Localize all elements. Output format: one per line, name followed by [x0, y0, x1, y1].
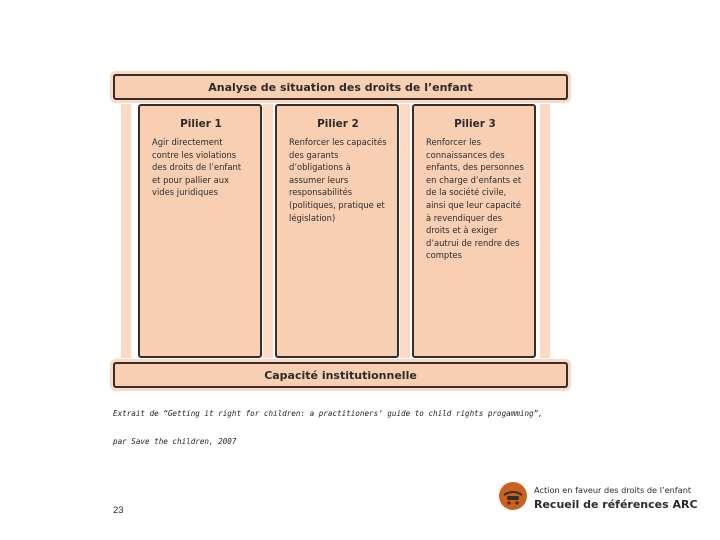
diagram-footer-bar — [113, 362, 568, 388]
rights-diagram — [113, 68, 568, 393]
pillar-text: Renforcer les capacités des garants d’obligations à assumer leurs responsabilités (politiques, pratique et législation) — [289, 137, 387, 223]
pillar-2 — [275, 104, 399, 358]
logo-tagline: Action en faveur des droits de l’enfant — [534, 485, 692, 495]
diagram-header-bar — [113, 74, 568, 100]
caption-source-line: Extrait de “Getting it right for children: a practitioners’ guide to child rights progamming”, — [113, 409, 543, 418]
pillar-text: Agir directement contre les violations des droits de l’enfant et pour pallier aux vides juridiques — [152, 137, 242, 198]
arc-logo-icon — [498, 481, 528, 511]
caption-author-line: par Save the children, 2007 — [113, 437, 237, 446]
pillar-text: Renforcer les connaissances des enfants, des personnes en charge d’enfants et de la société civile, ainsi que leur capacité à revendiquer des droits et à exiger d’autrui de rendre des comptes — [426, 137, 524, 261]
pillar-shadow — [263, 104, 273, 358]
pillar-shadow — [400, 104, 410, 358]
pillar-title: Pilier 1 — [180, 118, 222, 130]
diagram-header-text: Analyse de situation des droits de l’enfant — [208, 80, 473, 94]
pillar-title: Pilier 3 — [454, 118, 496, 130]
pillar-shadow — [121, 104, 131, 358]
page-number: 23 — [113, 505, 124, 516]
pillar-3 — [412, 104, 536, 358]
pillar-title: Pilier 2 — [317, 118, 359, 130]
arc-logo — [498, 481, 698, 517]
diagram-footer-text: Capacité institutionnelle — [264, 368, 417, 382]
logo-title: Recueil de références ARC — [534, 498, 698, 511]
pillar-shadow — [540, 104, 550, 358]
pillar-1 — [138, 104, 262, 358]
